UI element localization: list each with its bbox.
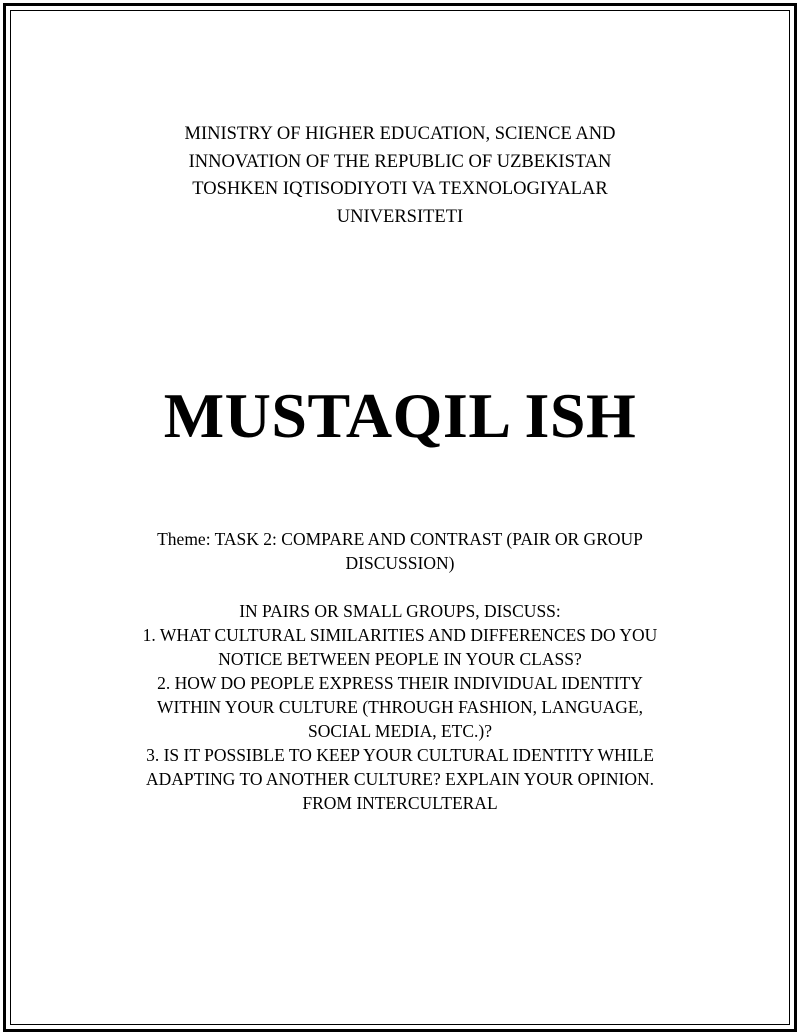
paragraph-spacer xyxy=(0,575,800,599)
discussion-line: 1. WHAT CULTURAL SIMILARITIES AND DIFFERENCES DO YOU xyxy=(142,625,658,645)
discussion-line: NOTICE BETWEEN PEOPLE IN YOUR CLASS? xyxy=(218,649,582,669)
discussion-line: SOCIAL MEDIA, ETC.)? xyxy=(307,721,493,741)
header-line: MINISTRY OF HIGHER EDUCATION, SCIENCE AND xyxy=(184,124,616,144)
discussion-line: FROM INTERCULTERAL xyxy=(302,793,498,813)
page-title: MUSTAQIL ISH xyxy=(163,380,637,451)
discussion-line: 3. IS IT POSSIBLE TO KEEP YOUR CULTURAL IDENTITY WHILE xyxy=(146,745,654,765)
theme-line: DISCUSSION) xyxy=(345,553,455,573)
header-line: TOSHKEN IQTISODIYOTI VA TEXNOLOGIYALAR xyxy=(192,179,608,199)
institution-header xyxy=(0,121,800,231)
header-line: INNOVATION OF THE REPUBLIC OF UZBEKISTAN xyxy=(188,151,612,172)
discussion-line: IN PAIRS OR SMALL GROUPS, DISCUSS: xyxy=(239,601,561,621)
assignment-body xyxy=(0,527,800,815)
discussion-line: 2. HOW DO PEOPLE EXPRESS THEIR INDIVIDUAL IDENTITY xyxy=(157,673,643,693)
discussion-line: WITHIN YOUR CULTURE (THROUGH FASHION, LANGUAGE, xyxy=(157,697,643,717)
header-line: UNIVERSITETI xyxy=(336,206,464,227)
discussion-line: ADAPTING TO ANOTHER CULTURE? EXPLAIN YOUR OPINION. xyxy=(146,769,654,789)
theme-line: Theme: TASK 2: COMPARE AND CONTRAST (PAIR OR GROUP xyxy=(157,529,643,549)
